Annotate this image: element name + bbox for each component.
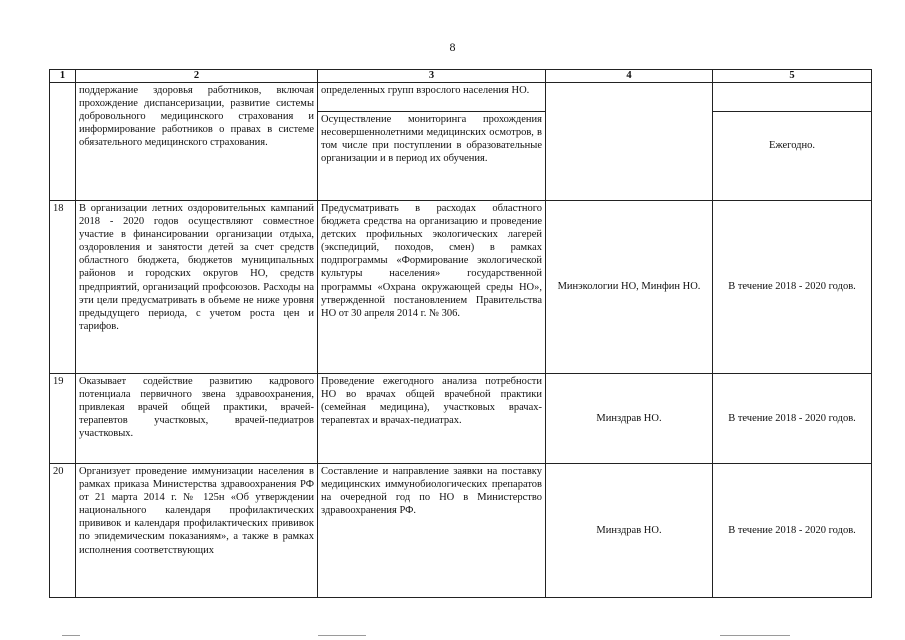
row-measure-cell — [318, 83, 546, 201]
header-col-2: 2 — [76, 70, 318, 83]
row-term-blank — [713, 83, 871, 112]
row-measure-text-a: определенных групп взрослого населения НО. — [318, 83, 545, 112]
row-executor: Минэкологии НО, Минфин НО. — [546, 201, 713, 374]
footer-rule-right — [720, 635, 790, 636]
row-measure-text: Предусматривать в расходах областного бюджета средства на организацию и проведение детских профильных экологических лагерей (экспедиций, походов, смен) в рамках подпрограммы «Формирование экологической культуры населения» государственной программы «Охрана окружающей среды НО», утвержденной постановлением Правительства НО от 30 апреля 2014 г. № 306. — [318, 201, 546, 374]
row-action-text: поддержание здоровья работников, включая прохождение диспансеризации, развитие системы добровольного медицинского страхования и информирование работников о правах в системе обязательного медицинского страхования. — [76, 83, 318, 201]
row-executor: Минздрав НО. — [546, 374, 713, 464]
header-col-4: 4 — [546, 70, 713, 83]
row-action-text: В организации летних оздоровительных кампаний 2018 - 2020 годов осуществляют совместное участие в финансировании организации отдыха, оздоровления и занятости детей за счет средств областного бюджета, бюджетов муниципальных районов и городских округов НО, средств предприятий, организаций профсоюзов. Расходы на эти цели предусматривать в объеме не ниже уровня предыдущего периода, с учетом роста цен и тарифов. — [76, 201, 318, 374]
header-col-3: 3 — [318, 70, 546, 83]
table-header-row — [50, 70, 872, 83]
table-row — [50, 83, 872, 201]
row-number: 18 — [50, 201, 76, 374]
footer-rule-mid — [318, 635, 366, 636]
row-number: 20 — [50, 464, 76, 598]
row-term: В течение 2018 - 2020 годов. — [713, 201, 872, 374]
row-measure-text-b: Осуществление мониторинга прохождения несовершеннолетними медицинских осмотров, в том числе при поступлении в образовательные организации и в период их обучения. — [321, 114, 542, 165]
row-executor: Минздрав НО. — [546, 464, 713, 598]
header-col-5: 5 — [713, 70, 872, 83]
footer-rule-left — [62, 635, 80, 636]
row-term-cell — [713, 83, 872, 201]
page-number: 8 — [449, 40, 456, 54]
plan-table — [49, 69, 872, 598]
row-number — [50, 83, 76, 201]
row-term: Ежегодно. — [768, 139, 816, 151]
row-action-text: Организует проведение иммунизации населения в рамках приказа Министерства здравоохранения РФ от 21 марта 2014 г. № 125н «Об утверждении национального календаря профилактических прививок и календаря профилактических прививок по эпидемическим показаниям», а также в рамках исполнения соответствующих — [76, 464, 318, 598]
table-row — [50, 201, 872, 374]
table-row — [50, 374, 872, 464]
row-number: 19 — [50, 374, 76, 464]
row-term: В течение 2018 - 2020 годов. — [713, 374, 872, 464]
row-measure-text: Составление и направление заявки на поставку медицинских иммунобиологических препаратов на очередной год по НО в Министерство здравоохранения РФ. — [318, 464, 546, 598]
row-measure-text: Проведение ежегодного анализа потребности НО во врачах общей врачебной практики (семейная медицина), участковых врачах-терапевтах и врачах-педиатрах. — [318, 374, 546, 464]
row-action-text: Оказывает содействие развитию кадрового потенциала первичного звена здравоохранения, привлекая врачей общей практики, врачей-терапевтов участковых, врачей-педиатров участковых. — [76, 374, 318, 464]
header-col-1: 1 — [50, 70, 76, 83]
row-executor — [546, 83, 713, 201]
row-term: В течение 2018 - 2020 годов. — [713, 464, 872, 598]
table-row — [50, 464, 872, 598]
